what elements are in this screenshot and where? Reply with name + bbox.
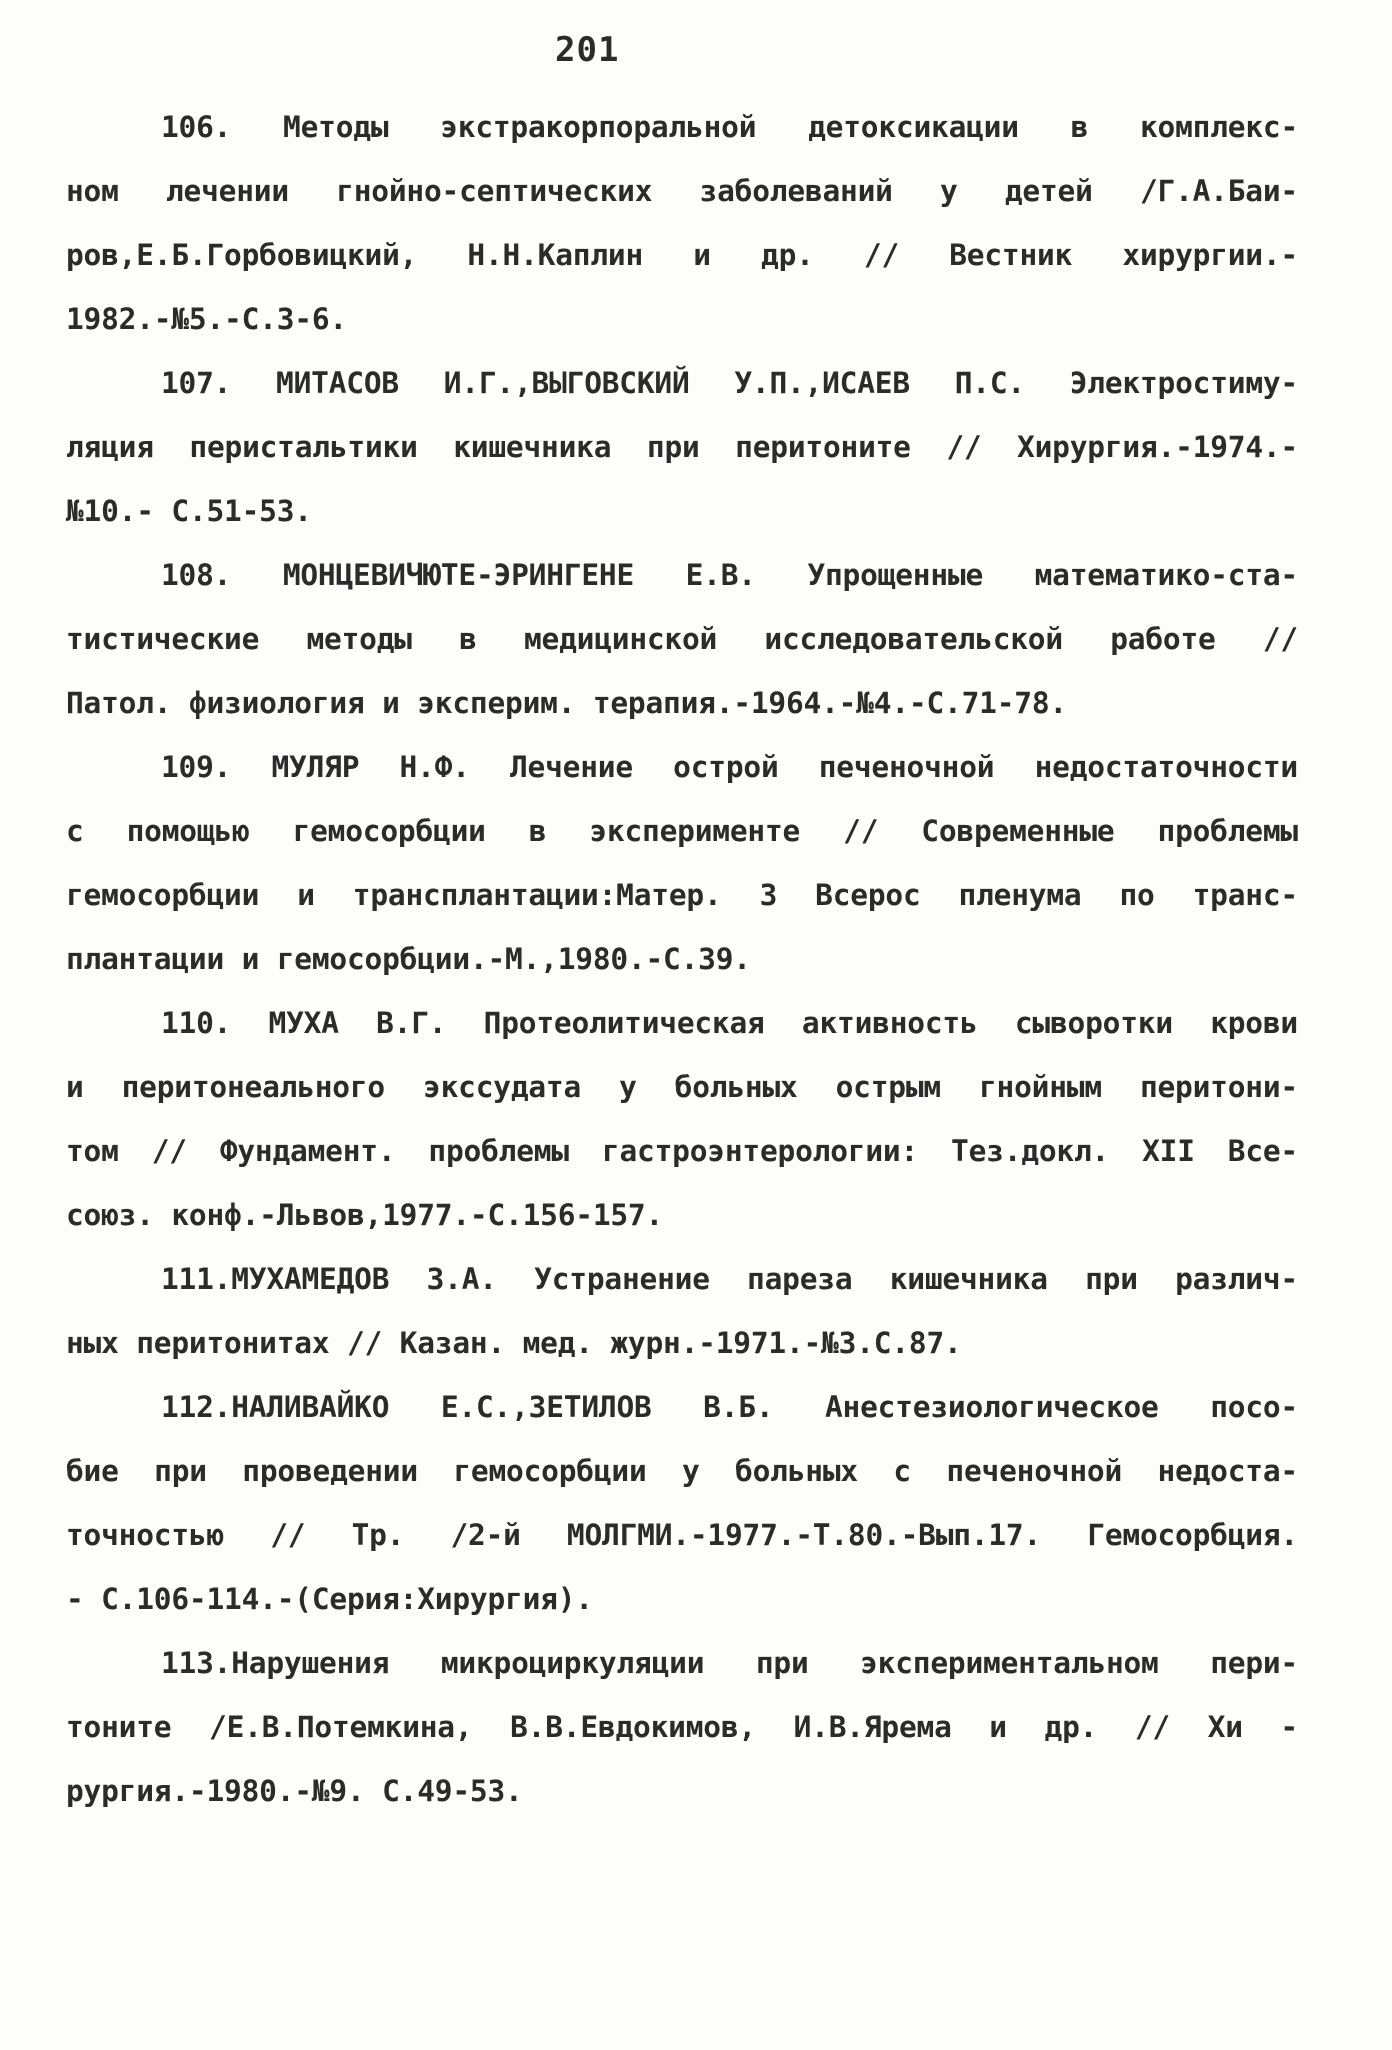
reference-line: 113.Нарушения микроциркуляции при экспериментальном пери-: [161, 1646, 1298, 1680]
reference-entry-111: [66, 1247, 1298, 1375]
reference-entry-110: [66, 991, 1298, 1247]
reference-line: 110. МУХА В.Г. Протеолитическая активность сыворотки крови: [161, 1006, 1298, 1040]
reference-line: плантации и гемосорбции.-М.,1980.-С.39.: [66, 942, 751, 976]
reference-line: бие при проведении гемосорбции у больных с печеночной недоста-: [66, 1454, 1298, 1488]
reference-line: 108. МОНЦЕВИЧЮТЕ-ЭРИНГЕНЕ Е.В. Упрощенные математико-ста-: [161, 558, 1298, 592]
reference-line: ляция перистальтики кишечника при перитоните // Хирургия.-1974.-: [66, 430, 1298, 464]
reference-line: 106. Методы экстракорпоральной детоксикации в комплекс-: [161, 110, 1298, 144]
reference-line: 111.МУХАМЕДОВ З.А. Устранение пареза кишечника при различ-: [161, 1262, 1298, 1296]
reference-line: 112.НАЛИВАЙКО Е.С.,ЗЕТИЛОВ В.Б. Анестезиологическое посо-: [161, 1390, 1298, 1424]
reference-line: ном лечении гнойно-септических заболеваний у детей /Г.А.Баи-: [66, 174, 1298, 208]
reference-line: ных перитонитах // Казан. мед. журн.-1971.-№3.С.87.: [66, 1326, 962, 1360]
reference-entry-112: [66, 1375, 1298, 1631]
reference-line: 1982.-№5.-С.3-6.: [66, 302, 347, 336]
reference-line: 107. МИТАСОВ И.Г.,ВЫГОВСКИЙ У.П.,ИСАЕВ П.С. Электростиму-: [161, 366, 1298, 400]
reference-line: том // Фундамент. проблемы гастроэнтерологии: Тез.докл. XII Все-: [66, 1134, 1298, 1168]
reference-line: Патол. физиология и эксперим. терапия.-1964.-№4.-С.71-78.: [66, 686, 1067, 720]
reference-entry-106: [66, 95, 1298, 351]
reference-line: гемосорбции и трансплантации:Матер. 3 Всерос пленума по транс-: [66, 878, 1298, 912]
reference-line: - С.106-114.-(Серия:Хирургия).: [66, 1582, 593, 1616]
reference-entry-109: [66, 735, 1298, 991]
reference-line: №10.- С.51-53.: [66, 494, 312, 528]
reference-line: тистические методы в медицинской исследовательской работе //: [66, 622, 1298, 656]
reference-entry-113: [66, 1631, 1298, 1823]
reference-list: [66, 95, 1298, 1823]
reference-entry-108: [66, 543, 1298, 735]
reference-line: союз. конф.-Львов,1977.-С.156-157.: [66, 1198, 664, 1232]
reference-line: тоните /Е.В.Потемкина, В.В.Евдокимов, И.В.Ярема и др. // Хи -: [66, 1710, 1298, 1744]
reference-line: рургия.-1980.-№9. С.49-53.: [66, 1774, 523, 1808]
reference-line: точностью // Тр. /2-й МОЛГМИ.-1977.-Т.80.-Вып.17. Гемосорбция.: [66, 1518, 1298, 1552]
reference-line: 109. МУЛЯР Н.Ф. Лечение острой печеночной недостаточности: [161, 750, 1298, 784]
reference-line: ров,Е.Б.Горбовицкий, Н.Н.Каплин и др. // Вестник хирургии.-: [66, 238, 1298, 272]
reference-entry-107: [66, 351, 1298, 543]
page-number: 201: [555, 30, 620, 70]
reference-line: с помощью гемосорбции в эксперименте // Современные проблемы: [66, 814, 1298, 848]
reference-line: и перитонеального экссудата у больных острым гнойным перитони-: [66, 1070, 1298, 1104]
